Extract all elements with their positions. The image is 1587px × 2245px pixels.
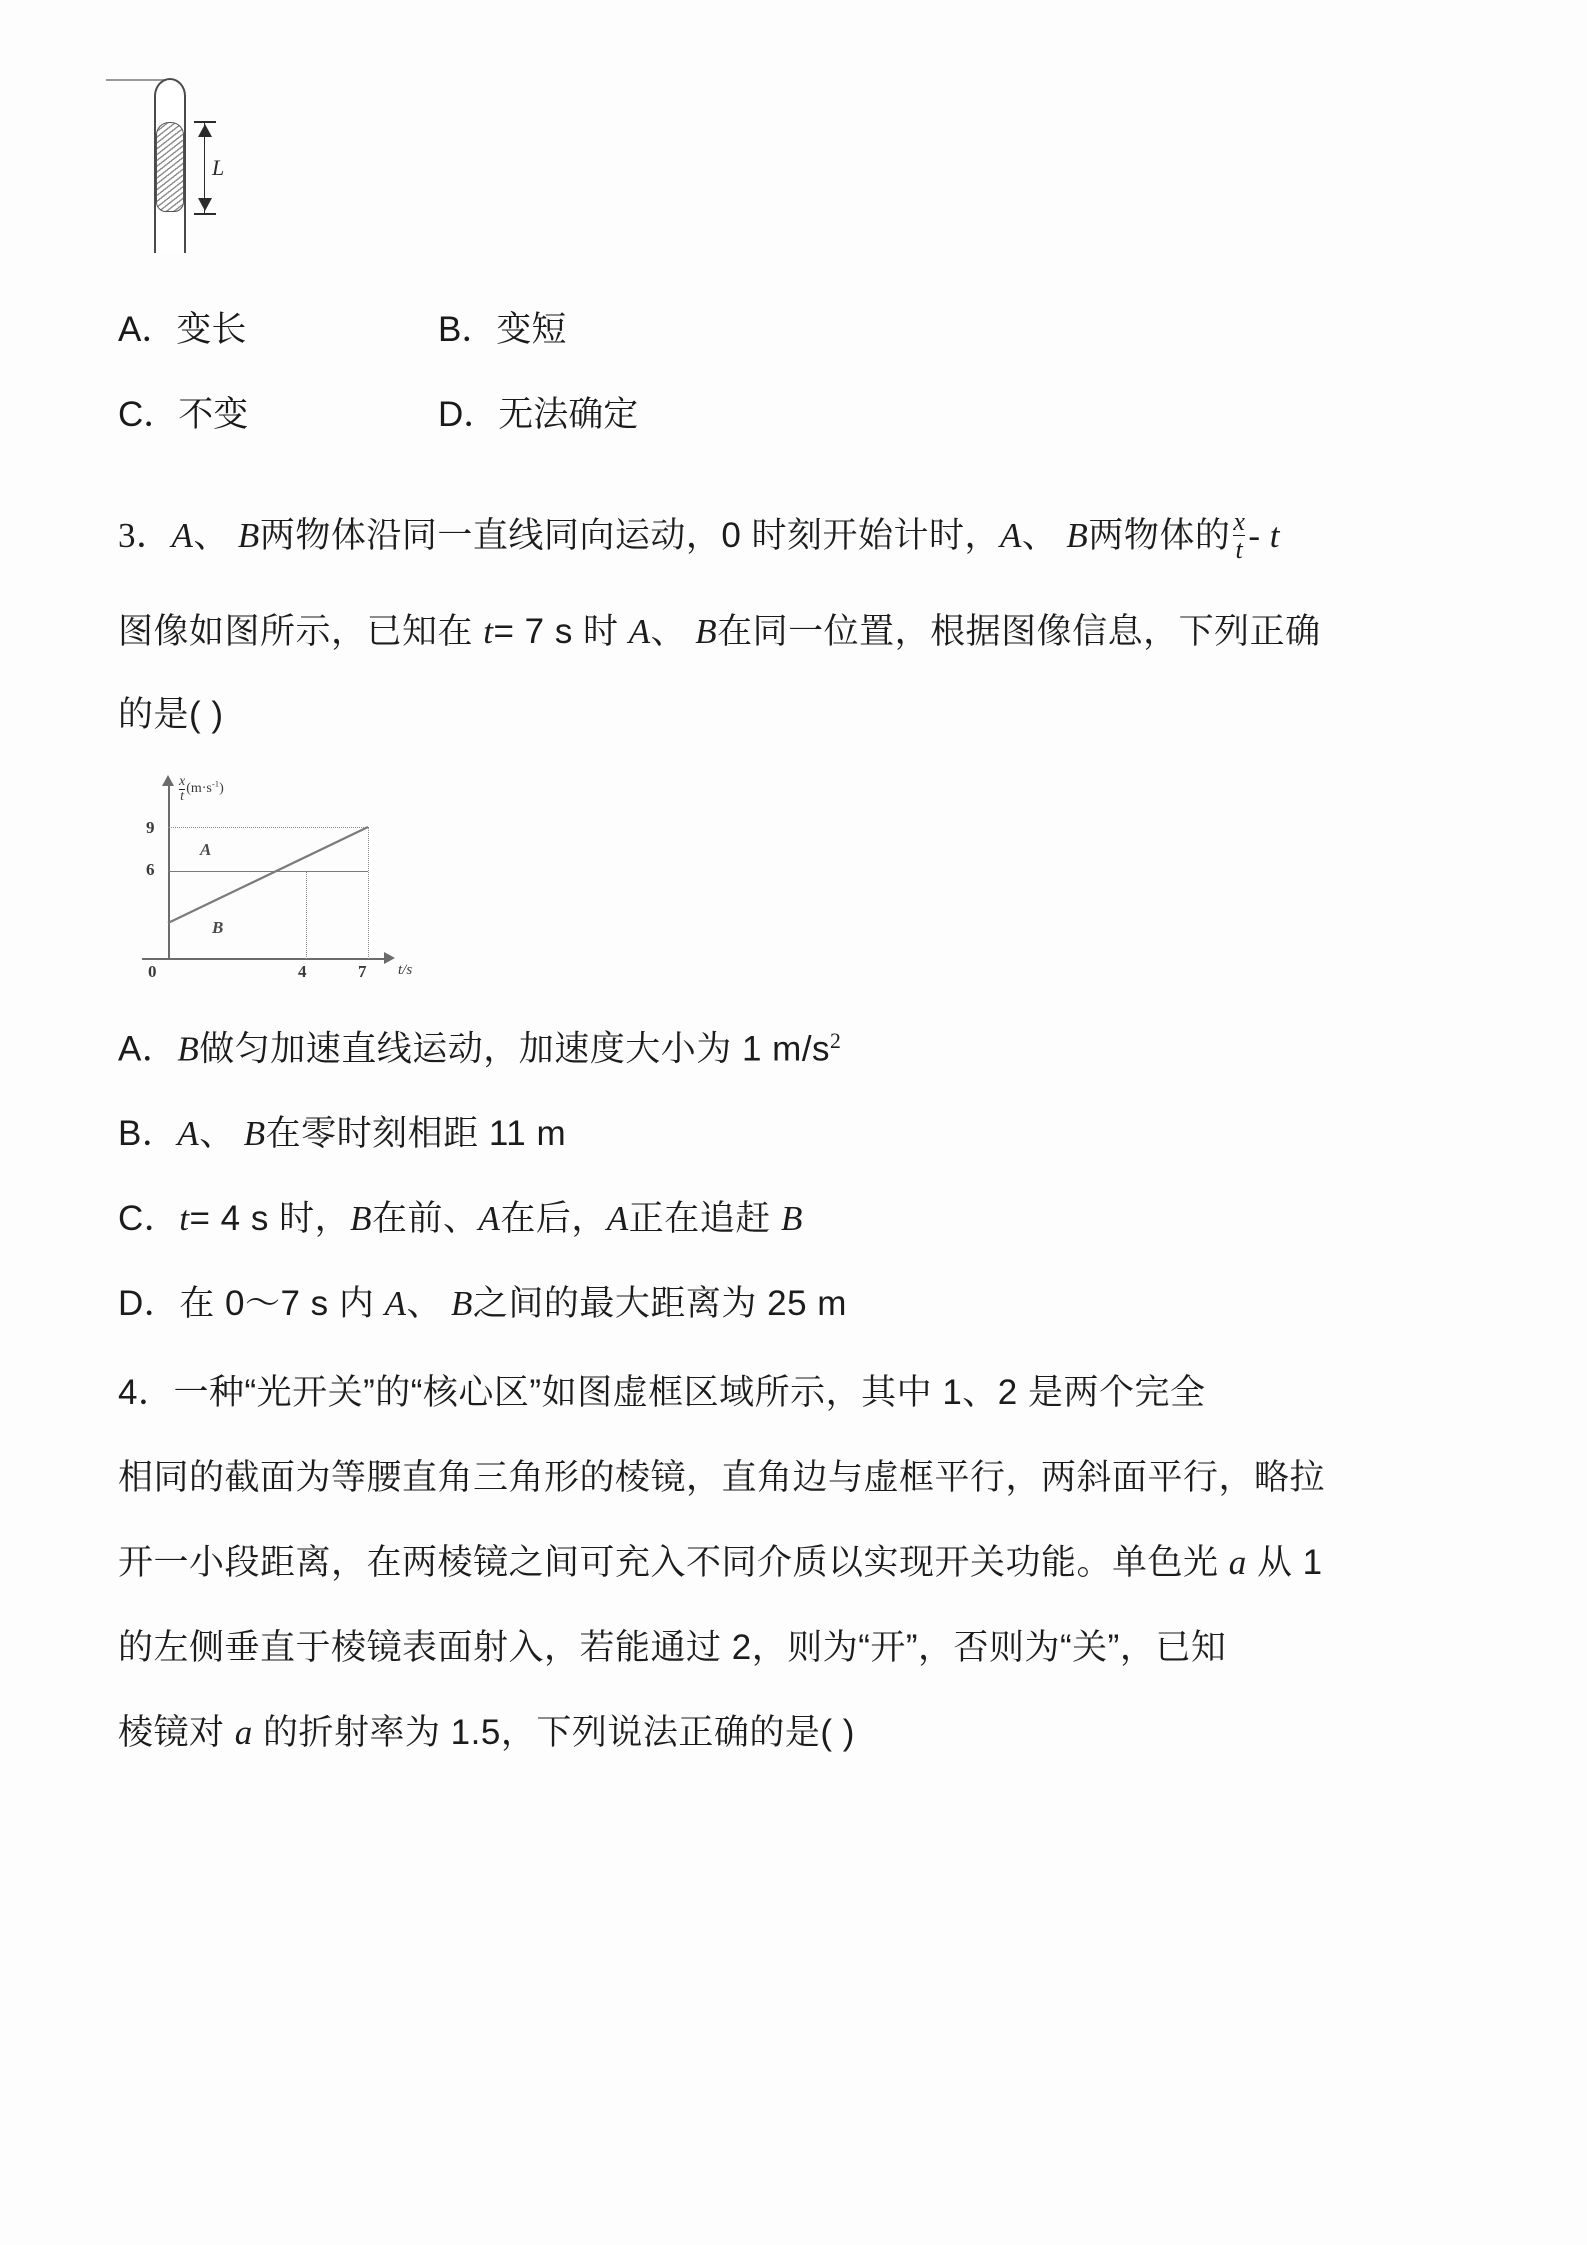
q2-option-a[interactable]: A．变长 [118, 310, 247, 349]
q3-var-a2: A [1000, 516, 1022, 556]
q3-opt-b-var-b: B [243, 1114, 266, 1154]
y-tick-9: 9 [146, 817, 155, 837]
q3-var-a3: A [628, 611, 651, 651]
q3-var-b1: B [237, 516, 260, 556]
q4-var-a2: a [234, 1713, 253, 1753]
q3-option-d[interactable] [118, 1284, 1458, 1324]
q3-stem-mid: 两物体沿同一直线同向运动，0 时刻开始计时， [259, 516, 1001, 556]
y-tick-6: 6 [146, 859, 155, 879]
q3-opt-d-pre: D．在 0～7 s 内 [118, 1284, 385, 1324]
q4-stem-line-5 [118, 1713, 1458, 1753]
arrow-down-icon [198, 198, 212, 211]
tube-leader-line [106, 79, 166, 81]
q4-line5-pre: 棱镜对 [118, 1713, 235, 1753]
x-tick-7: 7 [358, 961, 367, 981]
q2-option-b[interactable]: B．变短 [438, 310, 567, 349]
q4-stem-line-4: 的左侧垂直于棱镜表面射入，若能通过 2，则为“开”，否则为“关”，已知 [118, 1628, 1227, 1668]
q3-stem-line-1 [118, 507, 1458, 566]
q3-stem-line-2 [118, 611, 1458, 651]
x-tick-0: 0 [148, 961, 157, 981]
q3-opt-d-text: 之间的最大距离为 25 m [472, 1284, 847, 1324]
figure-xt-vs-t-graph [126, 770, 436, 985]
q3-opt-c-pre: C． [118, 1199, 180, 1239]
dimension-cap-bottom [194, 213, 216, 215]
q3-line2-pre: 图像如图所示，已知在 [118, 611, 484, 651]
q3-opt-c-text4: 正在追赶 [628, 1199, 782, 1239]
dimension-cap-top [194, 121, 216, 123]
mercury-column-hatching [156, 122, 184, 212]
q3-opt-c-text3: 在后， [500, 1199, 607, 1239]
q4-var-a1: a [1228, 1543, 1247, 1583]
q3-opt-c-var-a: A [478, 1199, 501, 1239]
fraction-numerator: x [1233, 507, 1246, 536]
q3-stem-end: - t [1248, 516, 1281, 556]
q3-option-b[interactable] [118, 1114, 1458, 1154]
q4-stem-line-3 [118, 1543, 1458, 1583]
q2-option-d[interactable]: D．无法确定 [438, 395, 639, 434]
q3-option-a[interactable] [118, 1028, 1458, 1069]
q3-opt-b-text: 在零时刻相距 11 m [265, 1114, 567, 1154]
fraction-denominator: t [1233, 535, 1245, 563]
q3-sep1: 、 [193, 516, 229, 556]
q4-line3-tail: 从 1 [1246, 1543, 1323, 1583]
q3-line2-eq: = 7 s 时 [493, 611, 629, 651]
y-axis-label [178, 774, 224, 804]
x-axis [142, 958, 390, 960]
q3-opt-a-superscript: 2 [830, 1028, 842, 1053]
q3-option-c[interactable] [118, 1199, 1458, 1239]
q3-opt-a-var: B [177, 1029, 200, 1069]
series-line-b [168, 827, 370, 923]
q3-sep3: 、 [650, 611, 687, 651]
curve-label-a: A [200, 839, 212, 859]
q3-stem-line-3: 的是( ) [118, 694, 224, 734]
q3-opt-d-var-b: B [451, 1284, 473, 1324]
q3-var-b3: B [695, 611, 718, 651]
q3-stem-tail: 两物体的 [1088, 516, 1231, 556]
q2-option-row-cd [118, 397, 1458, 432]
q3-opt-d-sep: 、 [406, 1284, 443, 1324]
y-axis-unit: $(m\cdot s^{-1})$ [186, 778, 224, 796]
q3-var-b2: B [1066, 516, 1089, 556]
q4-stem-line-2: 相同的截面为等腰直角三角形的棱镜，直角边与虚框平行，两斜面平行，略拉 [118, 1458, 1326, 1498]
q3-opt-c-var-a2: A [606, 1199, 629, 1239]
y-frac-den: t [180, 789, 185, 805]
q3-opt-a-text: 做匀加速直线运动，加速度大小为 1 m/s [199, 1029, 831, 1069]
q3-opt-b-sep: 、 [199, 1114, 235, 1154]
q3-sep2: 、 [1021, 516, 1058, 556]
q3-opt-c-var-b: B [350, 1199, 372, 1239]
q4-line3-pre: 开一小段距离，在两棱镜之间可充入不同介质以实现开关功能。单色光 [118, 1543, 1229, 1583]
curve-label-b: B [212, 917, 224, 937]
q3-opt-c-var-b2: B [781, 1199, 803, 1239]
q3-var-t: t [483, 611, 494, 651]
q3-line2-tail: 在同一位置，根据图像信息，下列正确 [717, 611, 1321, 651]
arrow-up-icon [198, 124, 212, 137]
fraction-x-over-t [1233, 508, 1245, 564]
x-tick-4: 4 [298, 961, 307, 981]
q3-opt-c-var-t: t [179, 1199, 190, 1239]
dimension-label-L: L [212, 155, 225, 180]
q3-number: 3． [118, 516, 172, 556]
q3-opt-b-pre: B． [118, 1114, 178, 1154]
page-content [118, 60, 1458, 1753]
q3-opt-c-text2: 在前、 [371, 1199, 479, 1239]
x-axis-label: t/s [398, 961, 413, 978]
q3-var-a1: A [171, 516, 194, 556]
figure-test-tube [128, 60, 358, 260]
q4-stem-line-1: 4．一种“光开关”的“核心区”如图虚框区域所示，其中 1、2 是两个完全 [118, 1373, 1206, 1413]
y-axis-fraction [179, 775, 185, 805]
q4-line5-tail: 的折射率为 1.5，下列说法正确的是( ) [252, 1713, 855, 1753]
q3-opt-b-var-a: A [177, 1114, 200, 1154]
q3-opt-c-text1: = 4 s 时， [189, 1199, 351, 1239]
q2-option-row-ab [118, 312, 1458, 347]
y-frac-num: x [179, 773, 186, 789]
q2-option-c[interactable]: C．不变 [118, 395, 249, 434]
q3-opt-d-var-a: A [384, 1284, 407, 1324]
x-axis-arrow-icon [384, 952, 395, 964]
q3-opt-a-pre: A． [118, 1029, 178, 1069]
